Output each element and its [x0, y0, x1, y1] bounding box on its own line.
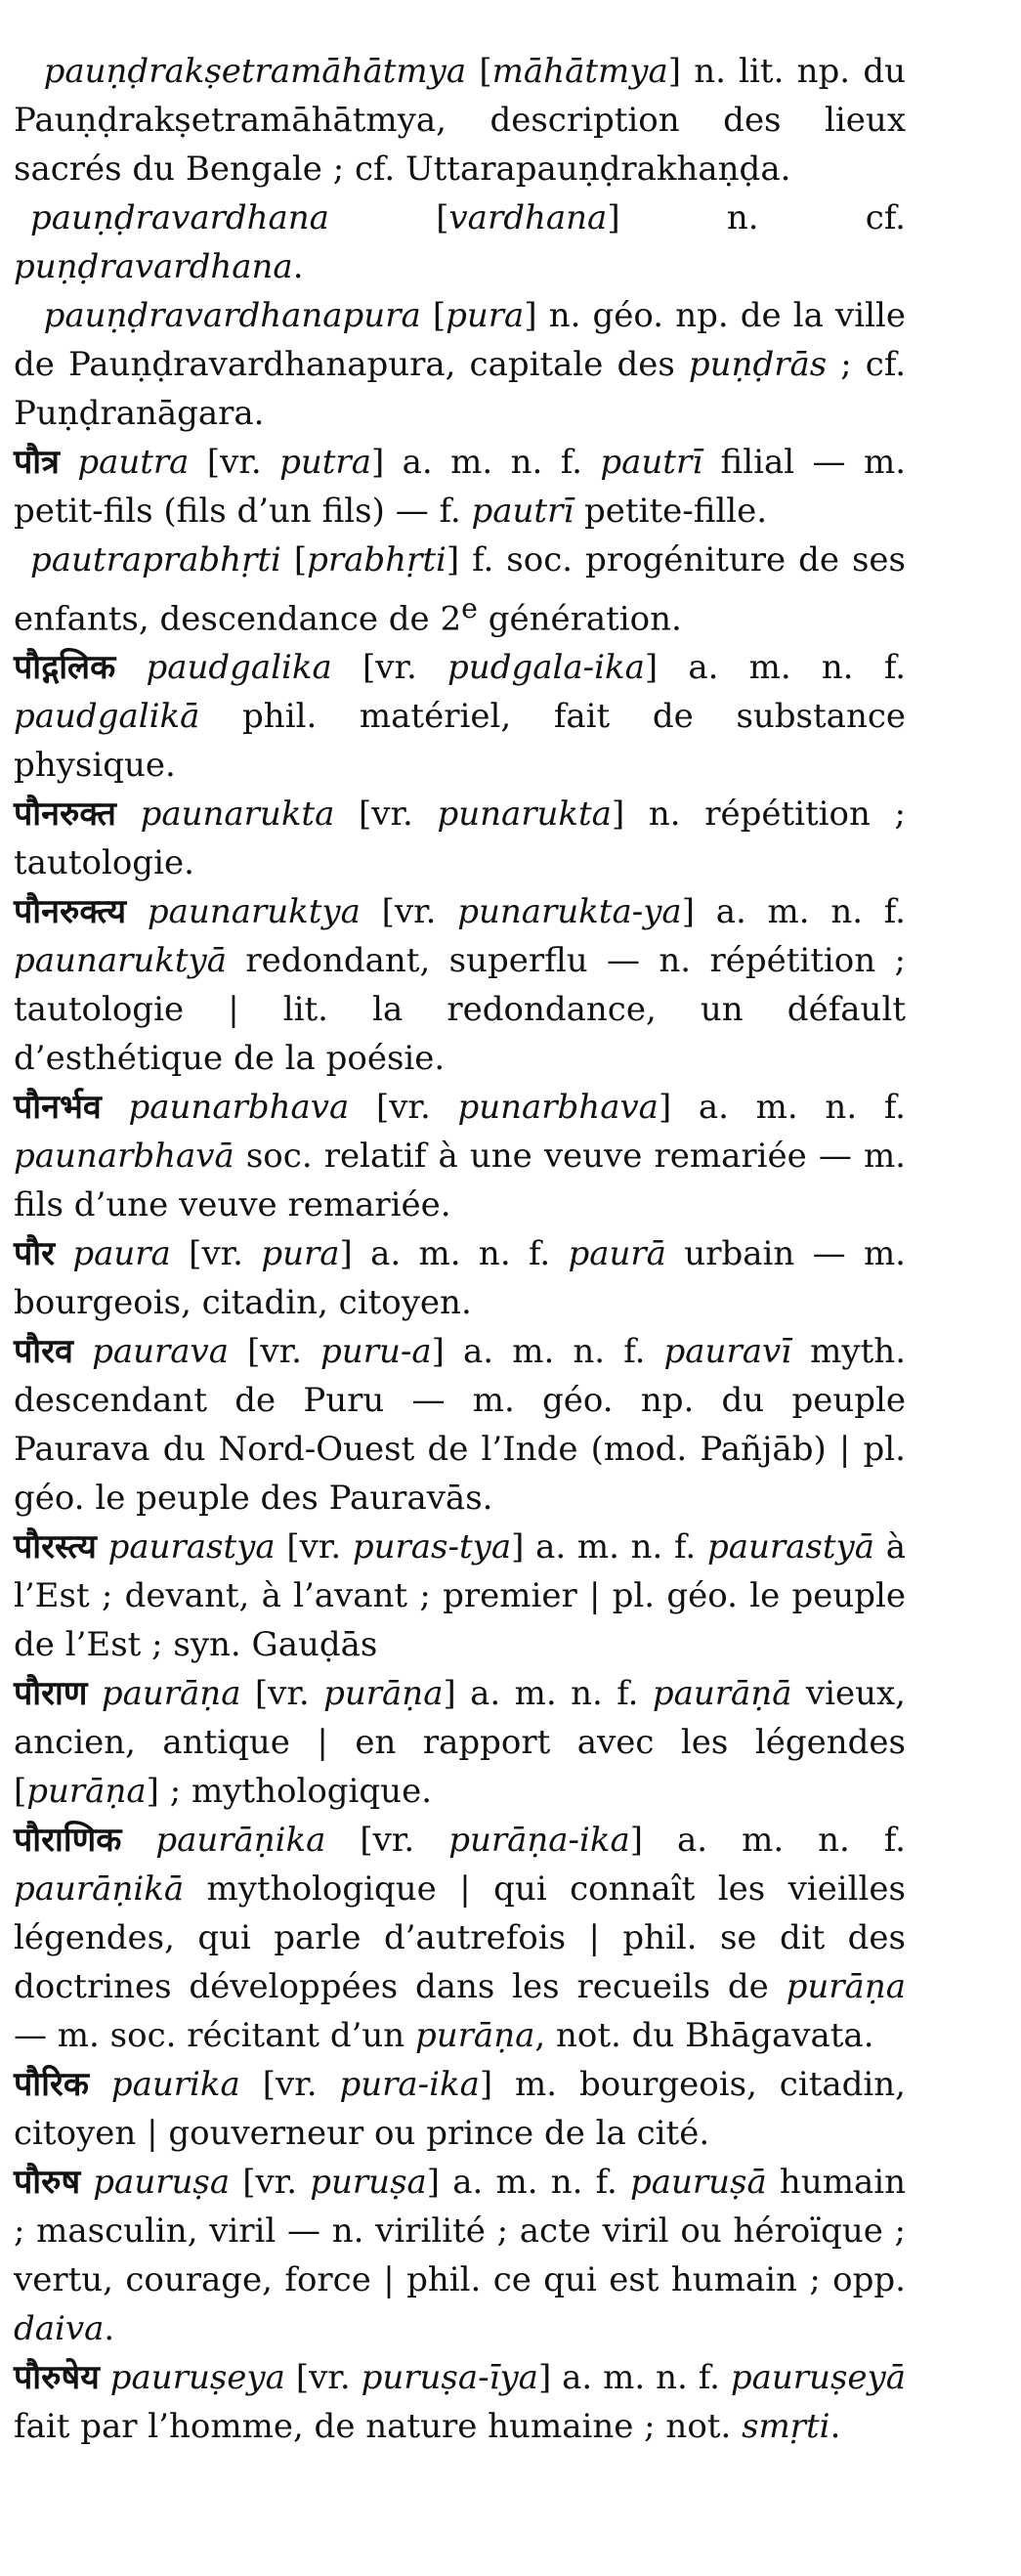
devanagari-headword: पौनरुक्त्य	[14, 892, 127, 932]
definition-text: [	[420, 296, 447, 335]
italic-term: purāṇa	[786, 1967, 906, 2007]
definition-text: [vr.	[230, 2163, 311, 2203]
dictionary-page	[14, 47, 906, 2451]
dictionary-entry	[14, 1669, 906, 1816]
definition-text: [vr.	[275, 1527, 353, 1567]
definition-text: [vr.	[240, 1674, 324, 1714]
headword-transliteration: paudgalika	[146, 648, 332, 688]
headword-transliteration: pauṇḍrakṣetramāhātmya	[43, 52, 467, 91]
italic-term: pautrī	[471, 492, 574, 531]
italic-term: purāṇa	[26, 1772, 147, 1812]
headword-transliteration: pauruṣa	[93, 2163, 231, 2203]
devanagari-headword: पौत्र	[14, 443, 60, 482]
definition-text: ] a. m. n. f.	[370, 443, 601, 482]
italic-term: paurā	[568, 1234, 666, 1274]
dictionary-entry	[14, 887, 906, 1083]
italic-term: punarukta	[437, 794, 612, 835]
headword-transliteration: pautraprabhṛti	[30, 540, 281, 580]
italic-term: vardhana	[448, 198, 608, 237]
italic-term: paurāṇikā	[14, 1869, 185, 1910]
devanagari-headword: पौद्गलिक	[14, 648, 116, 688]
definition-text: [	[280, 540, 308, 580]
devanagari-headword: पौरस्त्य	[14, 1527, 97, 1567]
headword-transliteration: pautra	[77, 443, 190, 482]
headword-transliteration: paurāṇa	[101, 1674, 241, 1714]
italic-term: paurāṇā	[652, 1674, 792, 1714]
headword-transliteration: pauruṣeya	[109, 2358, 285, 2398]
dictionary-entry	[14, 1229, 906, 1327]
definition-text: — m. soc. récitant d’un	[14, 2016, 416, 2056]
dictionary-entry	[14, 193, 906, 291]
dictionary-entry	[14, 643, 906, 790]
headword-transliteration: paurava	[92, 1332, 229, 1372]
italic-term: paudgalikā	[14, 697, 200, 737]
headword-transliteration: paunarbhava	[128, 1088, 350, 1128]
devanagari-headword: पौराण	[14, 1674, 88, 1714]
devanagari-headword: पौनरुक्त	[14, 794, 116, 835]
definition-text: ] a. m. n. f.	[629, 1821, 906, 1861]
italic-term: puṇḍrās	[688, 345, 828, 384]
definition-text: [	[328, 198, 449, 237]
definition-text: phil. matériel, fait de substance physique.	[14, 697, 906, 786]
headword-transliteration: pauṇḍravardhanapura	[43, 296, 421, 335]
definition-text: fait par l’homme, de nature humaine ; not.	[14, 2407, 743, 2447]
italic-term: prabhṛti	[307, 540, 447, 580]
definition-text: [	[466, 52, 492, 91]
italic-term: pauravī	[663, 1332, 792, 1372]
italic-term: puru-a	[320, 1332, 432, 1372]
headword-transliteration: paura	[72, 1234, 171, 1274]
italic-term: māhātmya	[491, 52, 668, 91]
dictionary-entry	[14, 438, 906, 536]
definition-text: urbain — m. bourgeois, citadin, citoyen.	[14, 1234, 906, 1323]
italic-term: pura	[261, 1234, 340, 1274]
definition-text: ] n. répétition ; tautologie.	[14, 794, 906, 883]
definition-text: [vr.	[170, 1234, 262, 1274]
italic-term: purāṇa	[323, 1674, 444, 1714]
definition-text: ] a. m. n. f.	[644, 648, 906, 688]
devanagari-headword: पौराणिक	[14, 1821, 122, 1861]
dictionary-entry	[14, 536, 906, 643]
italic-term: puruṣa-īya	[361, 2358, 538, 2398]
definition-text: [vr.	[325, 1821, 449, 1861]
definition-text: soc. relatif à une veuve remariée — m. fils d’une veuve remariée.	[14, 1137, 906, 1225]
definition-text: ] a. m. n. f.	[681, 892, 906, 932]
definition-text: petite-fille.	[574, 492, 768, 531]
italic-term: puras-tya	[352, 1527, 512, 1567]
italic-term: pauruṣā	[629, 2163, 767, 2203]
italic-term: purāṇa-ika	[448, 1821, 630, 1861]
definition-text: ] a. m. n. f.	[339, 1234, 569, 1274]
definition-text: ] a. m. n. f.	[658, 1088, 906, 1128]
definition-text: myth. descendant de Puru — m. géo. np. du peuple Paurava du Nord-Ouest de l’Inde (mod. Pañjāb) | pl. géo. le peuple des Pauravās.	[14, 1332, 906, 1519]
definition-text: filial — m. petit-fils (fils d’un fils) — f.	[14, 443, 906, 531]
italic-term: pura	[446, 296, 525, 335]
dictionary-entry	[14, 47, 906, 193]
devanagari-headword: पौरिक	[14, 2065, 89, 2105]
definition-text: redondant, superflu — n. répétition ; tautologie | lit. la redondance, un défault d’esthétique de la poésie.	[14, 941, 906, 1079]
definition-text: ] n. cf.	[607, 198, 906, 237]
italic-term: pautrī	[600, 443, 703, 482]
dictionary-entry	[14, 1523, 906, 1669]
italic-term: paunarbhavā	[14, 1137, 234, 1177]
definition-text: mythologique | qui connaît les vieilles légendes, qui parle d’autrefois | phil. se dit des doctrines développées dans les recueils de	[14, 1869, 906, 2007]
definition-text: [vr.	[349, 1088, 458, 1128]
definition-text: [vr.	[239, 2065, 340, 2105]
devanagari-headword: पौरुष	[14, 2163, 81, 2203]
italic-term: daiva	[14, 2309, 105, 2349]
devanagari-headword: पौरुषेय	[14, 2358, 100, 2398]
headword-transliteration: pauṇḍravardhana	[30, 198, 329, 237]
definition-text: ] a. m. n. f.	[511, 1527, 707, 1567]
italic-term: smṛti	[742, 2407, 830, 2447]
definition-text: génération.	[477, 599, 682, 639]
headword-transliteration: paunaruktya	[147, 892, 361, 932]
devanagari-headword: पौर	[14, 1234, 56, 1274]
definition-text: ] ; mythologique.	[146, 1772, 433, 1812]
devanagari-headword: पौरव	[14, 1332, 73, 1372]
dictionary-entry	[14, 1327, 906, 1523]
italic-term: puṇḍravardhana	[14, 247, 293, 286]
definition-text: ] m. bourgeois, citadin, citoyen | gouverneur ou prince de la cité.	[14, 2065, 906, 2154]
definition-text: [vr.	[284, 2358, 362, 2398]
definition-text: ] a. m. n. f.	[431, 1332, 664, 1372]
definition-text: [vr.	[334, 794, 438, 835]
definition-text: ; cf. Puṇḍranāgara.	[14, 345, 906, 433]
dictionary-entry	[14, 2060, 906, 2158]
italic-term: puruṣa	[310, 2163, 427, 2203]
headword-transliteration: paurika	[110, 2065, 240, 2105]
italic-term: paurastyā	[706, 1527, 875, 1567]
superscript: e	[461, 592, 478, 624]
definition-text: [vr.	[360, 892, 458, 932]
definition-text: .	[830, 2407, 841, 2447]
definition-text: ] f. soc. progéniture de ses enfants, descendance de 2	[14, 540, 907, 639]
italic-term: pudgala-ika	[447, 648, 645, 688]
definition-text: [vr.	[189, 443, 280, 482]
definition-text: ] n. lit. np. du Pauṇḍrakṣetramāhātmya, description des lieux sacrés du Bengale ; cf. Uttarapauṇḍrakhaṇḍa.	[14, 52, 906, 189]
definition-text: ] a. m. n. f.	[537, 2358, 731, 2398]
headword-transliteration: paurāṇika	[155, 1821, 326, 1861]
definition-text: [vr.	[331, 648, 448, 688]
italic-term: pura-ika	[339, 2065, 480, 2105]
headword-transliteration: paurastya	[107, 1527, 276, 1567]
dictionary-entry	[14, 790, 906, 887]
devanagari-headword: पौनर्भव	[14, 1088, 102, 1128]
italic-term: purāṇa	[415, 2016, 535, 2056]
definition-text: ] n. géo. np. de la ville de Pauṇḍravardhanapura, capitale des	[14, 296, 906, 384]
definition-text: ] a. m. n. f.	[443, 1674, 653, 1714]
headword-transliteration: paunarukta	[140, 794, 335, 835]
dictionary-entry	[14, 1816, 906, 2060]
italic-term: paunaruktyā	[14, 941, 227, 981]
dictionary-entry	[14, 2353, 906, 2451]
italic-term: pauruṣeyā	[730, 2358, 906, 2398]
definition-text: humain ; masculin, viril — n. virilité ; acte viril ou héroïque ; vertu, courage, force | phil. ce qui est humain ; opp.	[14, 2163, 906, 2300]
italic-term: putra	[279, 443, 371, 482]
definition-text: .	[292, 247, 304, 286]
dictionary-entry	[14, 291, 906, 438]
dictionary-entry	[14, 1083, 906, 1229]
definition-text: ] a. m. n. f.	[426, 2163, 630, 2203]
definition-text: [vr.	[229, 1332, 321, 1372]
definition-text: vieux, ancien, antique | en rapport avec les légendes [	[14, 1674, 906, 1812]
definition-text: , not. du Bhāgavata.	[534, 2016, 874, 2056]
italic-term: punarbhava	[457, 1088, 659, 1128]
definition-text: .	[104, 2309, 115, 2349]
italic-term: punarukta-ya	[457, 892, 682, 932]
dictionary-entry	[14, 2158, 906, 2353]
definition-text: à l’Est ; devant, à l’avant ; premier | pl. géo. le peuple de l’Est ; syn. Gauḍās	[14, 1527, 906, 1665]
